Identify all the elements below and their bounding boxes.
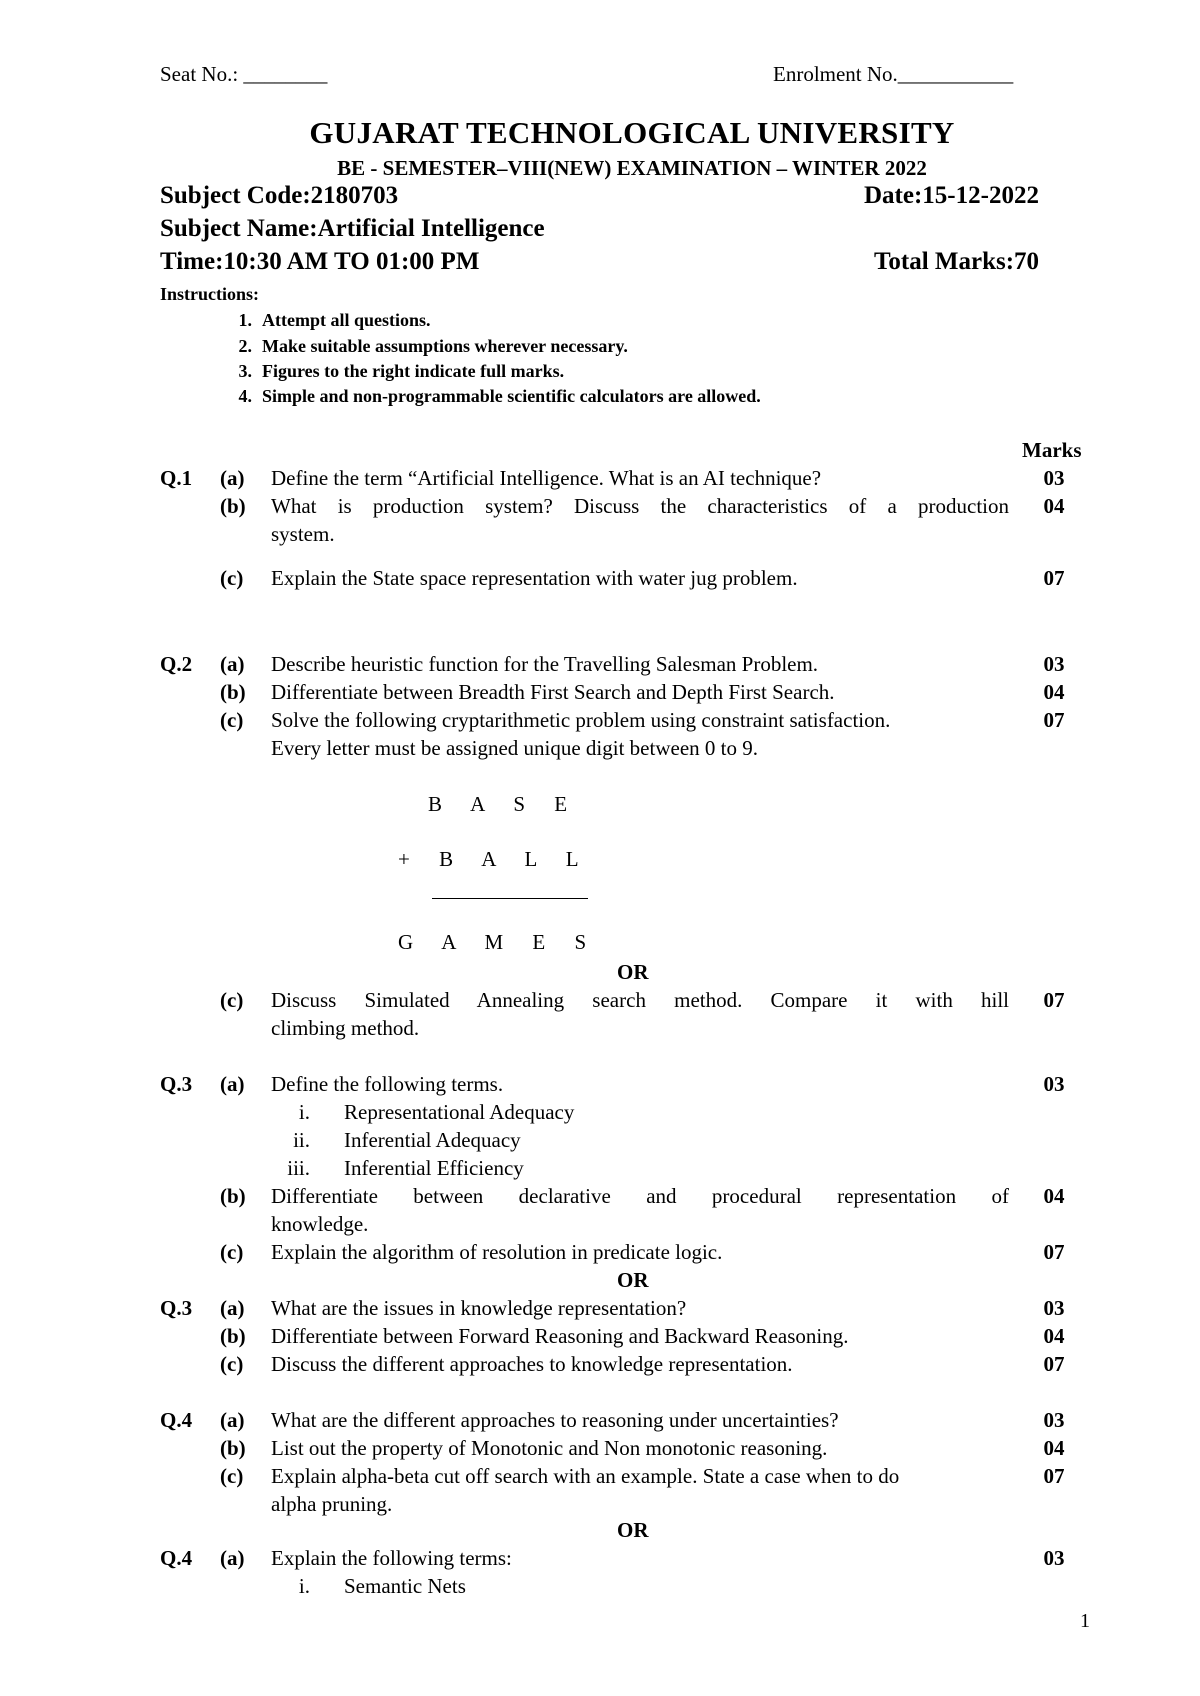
page-number: 1 <box>1080 1610 1090 1632</box>
part-label: (a) <box>220 1296 245 1320</box>
instruction-item: 2. Make suitable assumptions wherever necessary. <box>238 336 628 356</box>
question-text: Differentiate between Forward Reasoning and Backward Reasoning. <box>271 1324 849 1348</box>
question-text-cont: alpha pruning. <box>271 1492 393 1516</box>
question-text: Describe heuristic function for the Travelling Salesman Problem. <box>271 652 819 676</box>
marks-value: 07 <box>1043 1240 1065 1264</box>
question-text-cont: Every letter must be assigned unique digit between 0 to 9. <box>271 736 758 760</box>
enrolment-no: Enrolment No.___________ <box>773 62 1014 86</box>
list-numeral: i. <box>298 1574 310 1598</box>
list-numeral: i. <box>298 1100 310 1124</box>
exam-date: Date:15-12-2022 <box>864 182 1039 209</box>
seat-no: Seat No.: ________ <box>160 62 328 86</box>
marks-heading: Marks <box>1022 438 1082 462</box>
part-label: (b) <box>220 680 246 704</box>
question-text: Differentiate between declarative and procedural representation of <box>271 1184 1009 1208</box>
question-text: Define the term “Artificial Intelligence. What is an AI technique? <box>271 466 822 490</box>
question-text: Discuss Simulated Annealing search method. Compare it with hill <box>271 988 1009 1012</box>
question-number: Q.4 <box>160 1546 193 1570</box>
question-text: Discuss the different approaches to knowledge representation. <box>271 1352 793 1376</box>
or-separator: OR <box>617 1518 649 1542</box>
instruction-item: 4. Simple and non-programmable scientific calculators are allowed. <box>238 386 761 406</box>
marks-value: 03 <box>1043 1408 1065 1432</box>
part-label: (a) <box>220 652 245 676</box>
question-text: Define the following terms. <box>271 1072 504 1096</box>
part-label: (b) <box>220 1184 246 1208</box>
question-number: Q.2 <box>160 652 193 676</box>
or-separator: OR <box>617 960 649 984</box>
part-label: (a) <box>220 466 245 490</box>
part-label: (c) <box>220 1240 244 1264</box>
marks-value: 04 <box>1043 494 1065 518</box>
exam-title: BE - SEMESTER–VIII(NEW) EXAMINATION – WINTER 2022 <box>337 156 927 180</box>
question-text: Differentiate between Breadth First Search and Depth First Search. <box>271 680 835 704</box>
marks-value: 04 <box>1043 1184 1065 1208</box>
subject-name: Subject Name:Artificial Intelligence <box>160 215 545 242</box>
part-label: (a) <box>220 1546 245 1570</box>
instruction-item: 1. Attempt all questions. <box>238 310 431 330</box>
part-label: (a) <box>220 1072 245 1096</box>
puzzle-line-ball: + B A L L <box>398 847 591 871</box>
question-text-cont: system. <box>271 522 335 546</box>
marks-value: 04 <box>1043 680 1065 704</box>
marks-value: 07 <box>1043 1464 1065 1488</box>
part-label: (a) <box>220 1408 245 1432</box>
marks-value: 07 <box>1043 1352 1065 1376</box>
question-text: Solve the following cryptarithmetic problem using constraint satisfaction. <box>271 708 891 732</box>
question-text-cont: climbing method. <box>271 1016 420 1040</box>
total-marks: Total Marks:70 <box>874 248 1040 275</box>
marks-value: 03 <box>1043 1072 1065 1096</box>
marks-value: 04 <box>1043 1436 1065 1460</box>
puzzle-line-games: G A M E S <box>398 930 599 954</box>
question-text: Explain the algorithm of resolution in predicate logic. <box>271 1240 723 1264</box>
question-text: What is production system? Discuss the characteristics of a production <box>271 494 1009 518</box>
marks-value: 04 <box>1043 1324 1065 1348</box>
list-item: Semantic Nets <box>344 1574 466 1598</box>
question-number: Q.3 <box>160 1072 193 1096</box>
part-label: (b) <box>220 494 246 518</box>
instructions-heading: Instructions: <box>160 284 260 304</box>
question-number: Q.4 <box>160 1408 193 1432</box>
list-item: Inferential Adequacy <box>344 1128 521 1152</box>
part-label: (b) <box>220 1436 246 1460</box>
subject-code: Subject Code:2180703 <box>160 182 399 209</box>
marks-value: 03 <box>1043 1546 1065 1570</box>
marks-value: 07 <box>1043 988 1065 1012</box>
question-text: Explain the following terms: <box>271 1546 512 1570</box>
part-label: (b) <box>220 1324 246 1348</box>
question-text: What are the issues in knowledge representation? <box>271 1296 687 1320</box>
list-item: Representational Adequacy <box>344 1100 575 1124</box>
list-numeral: ii. <box>293 1128 310 1152</box>
marks-value: 03 <box>1043 466 1065 490</box>
puzzle-sum-line <box>432 898 588 899</box>
instruction-item: 3. Figures to the right indicate full marks. <box>238 361 565 381</box>
exam-time: Time:10:30 AM TO 01:00 PM <box>160 248 480 275</box>
marks-value: 07 <box>1043 708 1065 732</box>
part-label: (c) <box>220 566 244 590</box>
question-text: What are the different approaches to reasoning under uncertainties? <box>271 1408 839 1432</box>
puzzle-line-base: B A S E <box>428 792 580 816</box>
marks-value: 03 <box>1043 652 1065 676</box>
question-text: Explain alpha-beta cut off search with an example. State a case when to do <box>271 1464 900 1488</box>
part-label: (c) <box>220 1464 244 1488</box>
marks-value: 03 <box>1043 1296 1065 1320</box>
marks-value: 07 <box>1043 566 1065 590</box>
or-separator: OR <box>617 1268 649 1292</box>
question-number: Q.3 <box>160 1296 193 1320</box>
question-text: Explain the State space representation with water jug problem. <box>271 566 798 590</box>
part-label: (c) <box>220 988 244 1012</box>
question-text: List out the property of Monotonic and Non monotonic reasoning. <box>271 1436 828 1460</box>
part-label: (c) <box>220 1352 244 1376</box>
list-item: Inferential Efficiency <box>344 1156 524 1180</box>
part-label: (c) <box>220 708 244 732</box>
question-number: Q.1 <box>160 466 193 490</box>
list-numeral: iii. <box>287 1156 310 1180</box>
university-title: GUJARAT TECHNOLOGICAL UNIVERSITY <box>309 115 955 150</box>
question-text-cont: knowledge. <box>271 1212 369 1236</box>
